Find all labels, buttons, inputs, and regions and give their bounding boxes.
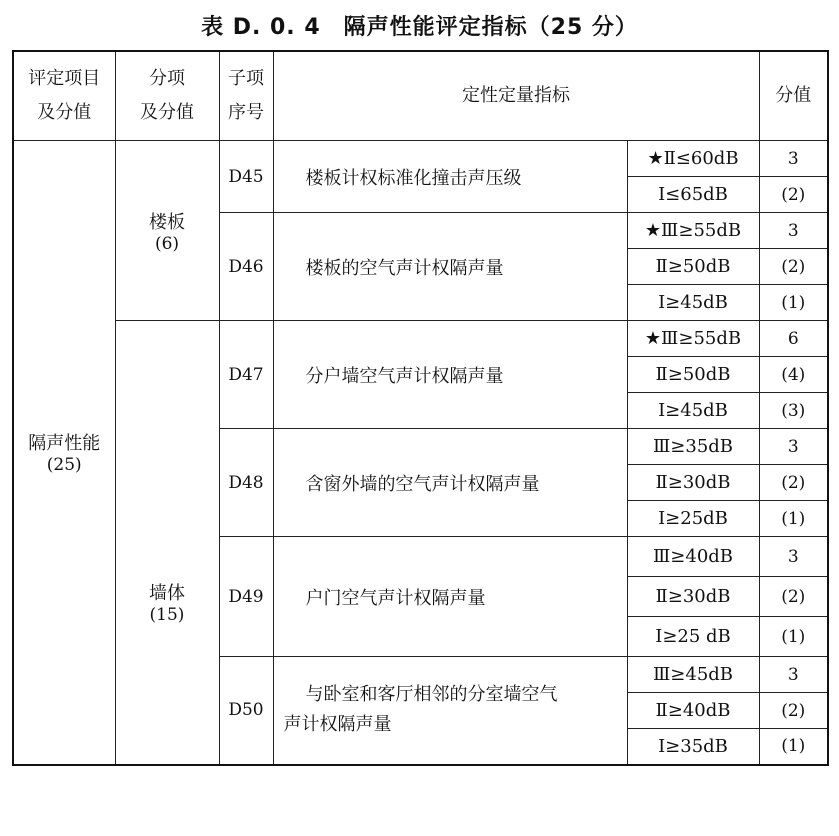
score: 3	[759, 141, 828, 177]
item-id: D50	[219, 657, 273, 765]
item-desc: 楼板的空气声计权隔声量	[273, 213, 627, 321]
subcategory-score: (6)	[154, 233, 180, 254]
score: (2)	[759, 577, 828, 617]
sound-insulation-table	[12, 50, 829, 766]
score: (2)	[759, 249, 828, 285]
criterion: Ⅱ≥50dB	[627, 357, 759, 393]
item-id: D47	[219, 321, 273, 429]
category-score: (25)	[46, 455, 82, 476]
item-id: D45	[219, 141, 273, 213]
criterion: Ⅰ≥45dB	[627, 285, 759, 321]
subcategory-name: 楼板	[149, 211, 185, 233]
criterion: Ⅱ≥30dB	[627, 577, 759, 617]
score: 3	[759, 537, 828, 577]
score: (2)	[759, 177, 828, 213]
score: (2)	[759, 693, 828, 729]
table-title: 表 D. 0. 4 隔声性能评定指标（25 分）	[201, 15, 638, 40]
item-desc: 楼板计权标准化撞击声压级	[273, 141, 627, 213]
subcategory-score: (15)	[149, 605, 185, 626]
header-index-line2: 序号	[228, 102, 264, 123]
header-category	[13, 51, 115, 141]
score: (1)	[759, 285, 828, 321]
category-name: 隔声性能	[28, 433, 101, 455]
header-row	[13, 51, 828, 141]
item-desc-line1: 与卧室和客厅相邻的分室墙空气	[305, 684, 558, 706]
item-id: D48	[219, 429, 273, 537]
table-row	[13, 141, 828, 177]
score: (3)	[759, 393, 828, 429]
criterion: Ⅱ≥30dB	[627, 465, 759, 501]
criterion: Ⅰ≥35dB	[627, 729, 759, 765]
criterion: Ⅲ≥40dB	[627, 537, 759, 577]
score: (1)	[759, 729, 828, 765]
criterion: Ⅲ≥45dB	[627, 657, 759, 693]
header-score: 分值	[759, 51, 828, 141]
category-cell	[13, 141, 115, 765]
criterion: Ⅰ≤65dB	[627, 177, 759, 213]
criterion: Ⅲ≥35dB	[627, 429, 759, 465]
table-row	[13, 321, 828, 357]
item-desc	[273, 657, 627, 765]
header-index-line1: 子项	[228, 68, 264, 89]
criterion: ★Ⅱ≤60dB	[627, 141, 759, 177]
item-desc: 户门空气声计权隔声量	[273, 537, 627, 657]
item-id: D49	[219, 537, 273, 657]
criterion: ★Ⅲ≥55dB	[627, 321, 759, 357]
score: (4)	[759, 357, 828, 393]
score: 3	[759, 213, 828, 249]
subcategory-wall	[115, 321, 219, 765]
criterion: Ⅰ≥45dB	[627, 393, 759, 429]
header-category-line1: 评定项目	[28, 68, 101, 89]
header-subcategory	[115, 51, 219, 141]
score: 3	[759, 657, 828, 693]
header-category-line2: 及分值	[37, 102, 92, 123]
item-desc: 含窗外墙的空气声计权隔声量	[273, 429, 627, 537]
criterion: Ⅱ≥50dB	[627, 249, 759, 285]
criterion: ★Ⅲ≥55dB	[627, 213, 759, 249]
score: 3	[759, 429, 828, 465]
item-desc: 分户墙空气声计权隔声量	[273, 321, 627, 429]
subcategory-name: 墙体	[149, 583, 185, 605]
subcategory-floor	[115, 141, 219, 321]
criterion: Ⅱ≥40dB	[627, 693, 759, 729]
header-subcategory-line2: 及分值	[140, 102, 194, 123]
score: (2)	[759, 465, 828, 501]
score: (1)	[759, 617, 828, 657]
item-desc-line2: 声计权隔声量	[283, 714, 392, 736]
item-id: D46	[219, 213, 273, 321]
score: 6	[759, 321, 828, 357]
header-index	[219, 51, 273, 141]
score: (1)	[759, 501, 828, 537]
header-indicator: 定性定量指标	[273, 51, 759, 141]
criterion: Ⅰ≥25dB	[627, 501, 759, 537]
header-subcategory-line1: 分项	[149, 68, 185, 89]
criterion: Ⅰ≥25 dB	[627, 617, 759, 657]
